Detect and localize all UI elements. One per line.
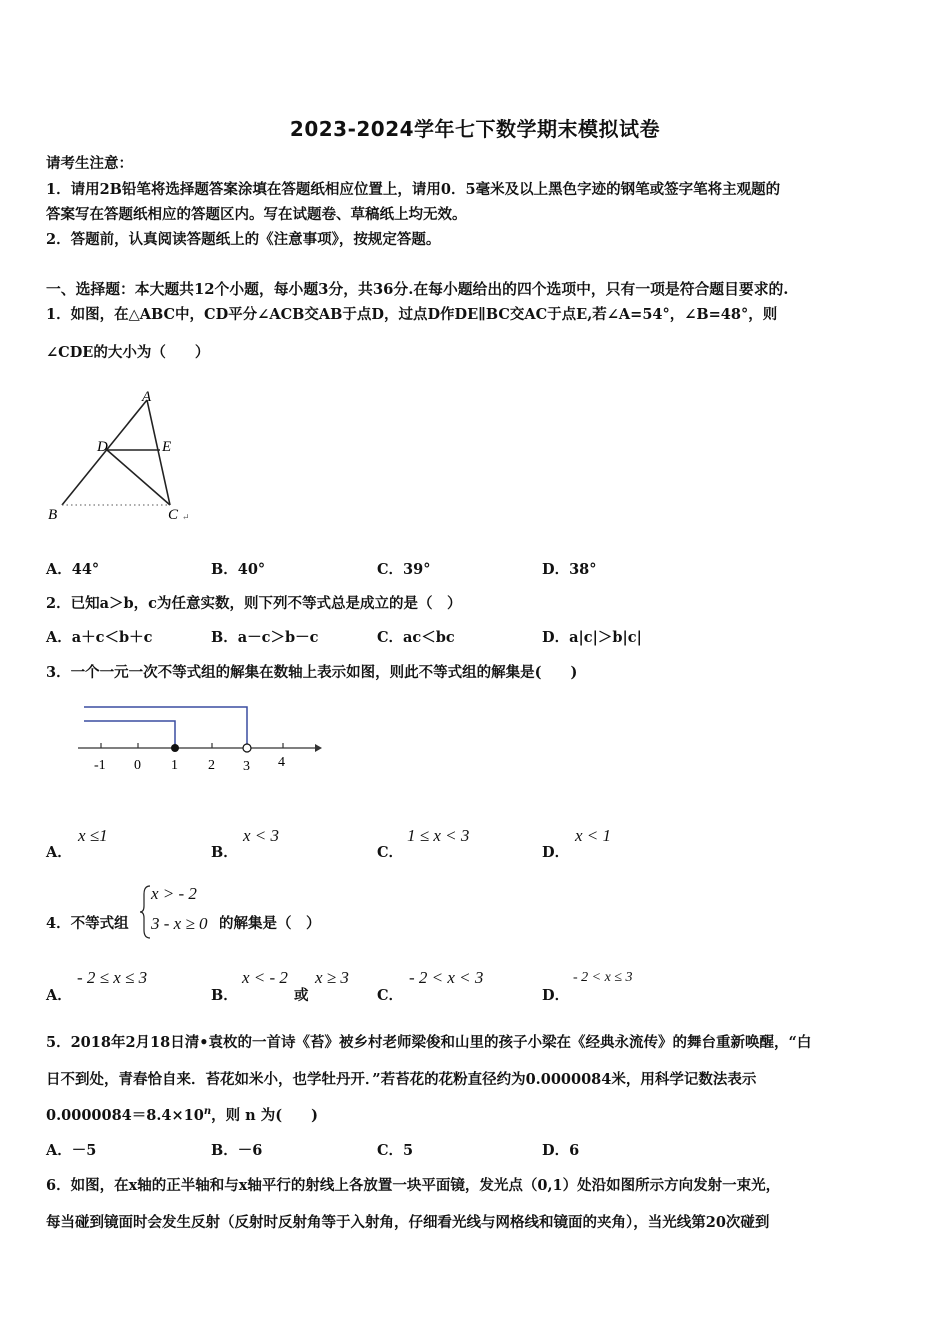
- q3-text: 3．一个一元一次不等式组的解集在数轴上表示如图，则此不等式组的解集是( ): [46, 664, 578, 681]
- notice-item-2: 2．答题前，认真阅读答题纸上的《注意事项》，按规定答题。: [46, 231, 441, 248]
- q3-option-b-letter: B．: [211, 844, 238, 861]
- q2-text: 2．已知a＞b，c为任意实数，则下列不等式总是成立的是（ ）: [46, 595, 462, 612]
- q2-option-d: D．a|c|＞b|c|: [542, 629, 642, 646]
- q4-option-c: - 2 < x < 3: [409, 968, 484, 987]
- q4-option-b-part2: x ≥ 3: [315, 968, 349, 987]
- notice-heading: 请考生注意：: [46, 155, 133, 172]
- q5-option-b: B．－6: [211, 1142, 263, 1159]
- q4-option-c-letter: C．: [377, 987, 404, 1004]
- q3-number-line: [70, 698, 330, 778]
- tick-label: 1: [171, 758, 178, 773]
- q4-option-b-letter: B．: [211, 987, 238, 1004]
- q5-option-d: D．6: [542, 1142, 580, 1159]
- q1-text-cont: ∠CDE的大小为（ ）: [46, 344, 210, 361]
- q5-text-cont: 日不到处，青春恰自来．苔花如米小，也学牡丹开．”若苔花的花粉直径约为0.0000084米，用科学记数法表示: [46, 1071, 757, 1088]
- ray-to-1: [84, 721, 175, 748]
- q4-option-a-letter: A．: [46, 987, 72, 1004]
- q4-text-prefix: 4．不等式组: [46, 915, 129, 932]
- label-a: A: [142, 389, 152, 405]
- label-b: B: [48, 507, 58, 523]
- tick-label: 4: [278, 755, 285, 770]
- q1-text: 1．如图，在△ABC中，CD平分∠ACB交AB于点D，过点D作DE∥BC交AC于点E,若∠A=54°，∠B=48°，则: [46, 306, 778, 323]
- label-e: E: [162, 439, 172, 455]
- q4-system-line-2: 3 - x ≥ 0: [151, 914, 208, 933]
- open-point-3: [243, 744, 251, 752]
- tick-label: -1: [94, 758, 106, 773]
- notice-item-1a: 1．请用2B铅笔将选择题答案涂填在答题纸相应位置上，请用0．5毫米及以上黑色字迹的钢笔或签字笔将主观题的: [46, 181, 781, 198]
- q4-option-d-letter: D．: [542, 987, 570, 1004]
- tick-label: 2: [208, 758, 215, 773]
- q5-equation-exponent: n: [203, 1106, 212, 1118]
- q1-triangle-figure: [40, 385, 210, 530]
- q3-option-c-letter: C．: [377, 844, 404, 861]
- q1-option-a: A．44°: [46, 561, 100, 578]
- solid-point-1: [171, 744, 179, 752]
- q4-option-b-or: 或: [294, 987, 309, 1004]
- q2-option-a: A．a＋c＜b＋c: [46, 629, 153, 646]
- q3-option-d-letter: D．: [542, 844, 570, 861]
- q6-text: 6．如图，在x轴的正半轴和与x轴平行的射线上各放置一块平面镜，发光点（0,1）处沿如图所示方向发射一束光，: [46, 1177, 781, 1194]
- brace-icon: [138, 884, 152, 940]
- q3-option-a-letter: A．: [46, 844, 72, 861]
- q5-text: 5．2018年2月18日清•袁枚的一首诗《苔》被乡村老师梁俊和山里的孩子小梁在《经典永流传》的舞台重新唤醒，“白: [46, 1034, 812, 1051]
- axis-arrow-icon: [315, 744, 322, 752]
- q2-option-c: C．ac＜bc: [377, 629, 455, 646]
- tick-label: 3: [243, 759, 250, 774]
- q4-option-d: - 2 < x ≤ 3: [573, 970, 633, 985]
- return-mark-icon: ↵: [182, 512, 190, 522]
- section-heading: 一、选择题：本大题共12个小题，每小题3分，共36分.在每小题给出的四个选项中，只有一项是符合题目要求的.: [46, 281, 789, 298]
- q5-option-a: A．－5: [46, 1142, 97, 1159]
- notice-item-1b: 答案写在答题纸相应的答题区内。写在试题卷、草稿纸上均无效。: [46, 206, 467, 223]
- q1-option-c: C．39°: [377, 561, 431, 578]
- q1-option-d: D．38°: [542, 561, 597, 578]
- q2-option-b: B．a－c＞b－c: [211, 629, 319, 646]
- tick-label: 0: [134, 758, 141, 773]
- q6-text-cont: 每当碰到镜面时会发生反射（反射时反射角等于入射角，仔细看光线与网格线和镜面的夹角），当光线第20次碰到: [46, 1214, 770, 1231]
- q5-equation-tail: ，则 n 为( ): [211, 1107, 318, 1124]
- label-d: D: [97, 439, 108, 455]
- ray-to-3: [84, 707, 247, 748]
- q4-option-a: - 2 ≤ x ≤ 3: [77, 968, 148, 987]
- q3-option-a: x ≤1: [78, 826, 108, 845]
- q3-option-d: x < 1: [575, 826, 612, 845]
- q4-option-b-part1: x < - 2: [242, 968, 288, 987]
- q5-equation-base: 0.0000084＝8.4×10: [46, 1107, 204, 1124]
- q5-text-equation: [46, 1104, 318, 1125]
- q1-option-b: B．40°: [211, 561, 266, 578]
- q3-option-b: x < 3: [243, 826, 280, 845]
- label-c: C: [168, 507, 179, 523]
- q3-option-c: 1 ≤ x < 3: [407, 826, 470, 845]
- q5-option-c: C．5: [377, 1142, 414, 1159]
- q4-text-suffix: 的解集是（ ）: [219, 915, 321, 932]
- page-title: 2023-2024学年七下数学期末模拟试卷: [289, 117, 661, 141]
- q4-system-line-1: x > - 2: [151, 884, 197, 903]
